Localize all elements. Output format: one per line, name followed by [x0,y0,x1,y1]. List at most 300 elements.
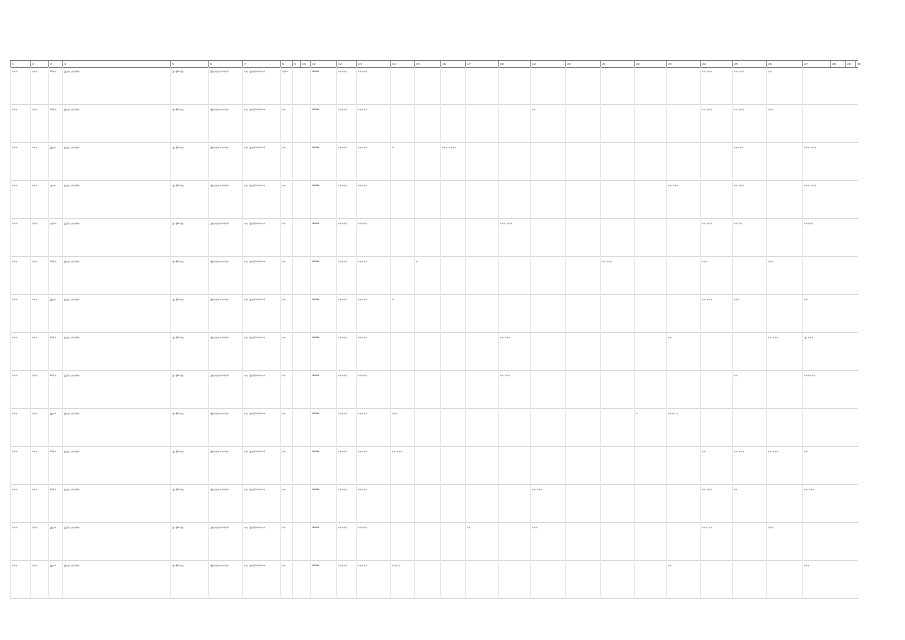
cell-a[interactable]: ⰰⰰⰰ [12,146,18,150]
cell-n[interactable]: ⰰ [392,146,394,150]
grid-line [356,105,357,143]
cell-g[interactable]: Ⱀⰳⰵⰳⰰⰰⰰⰴⰵⰰ [210,260,229,264]
grid-line [700,447,701,485]
cell-x[interactable]: ⰰⰰ ⰰⰰⰰ [702,70,713,74]
cell-m[interactable]: ⰰⰰⰰⰰⰰ [358,108,368,112]
grid-line [440,143,441,181]
table-row[interactable] [10,219,858,257]
cell-a[interactable]: ⰰⰰⰰ [12,564,18,568]
cell-h[interactable]: ⰰⰾ Ⰰⰳⰹⰲⰰⰴⰰⰰ [244,260,266,264]
cell-b[interactable]: ⰰⰰⰰ [32,222,38,226]
cell-d[interactable]: Ⰻⰵⰾ Ⰴⰰⰹⰰ [64,564,80,568]
cell-m[interactable]: ⰰⰰⰰⰰⰰ [358,260,368,264]
table-row[interactable] [10,143,858,181]
grid-line [666,561,667,599]
cell-c[interactable]: Ⰶⰰⰰ [50,298,57,302]
cell-c[interactable]: Ⰶⰰⰰ [50,526,57,530]
cell-h[interactable]: ⰰⰾ Ⰰⰳⰹⰲⰰⰴⰰⰰ [244,184,266,188]
cell-d[interactable]: Ⰻⰵⰾ Ⰴⰰⰹⰰ [64,336,80,340]
cell-d[interactable]: Ⰻⰵⰾ Ⰴⰰⰹⰰ [64,488,80,492]
cell-r[interactable]: ⰰⰰ ⰰⰰⰰ [500,374,511,378]
table-row[interactable] [10,257,858,295]
cell-f[interactable]: Ⰰ Ⱂⰲⰵⰳ [172,526,184,530]
cell-b[interactable]: ⰰⰰⰰ [32,450,38,454]
cell-b[interactable]: ⰰⰰⰰ [32,564,38,568]
cell-g[interactable]: Ⱀⰳⰵⰳⰰⰰⰰⰴⰵⰰ [210,412,229,416]
cell-d[interactable]: Ⰻⰵⰾ Ⰴⰰⰹⰰ [64,298,80,302]
cell-k[interactable]: ⰞⰞⰞ [312,260,320,264]
cell-a[interactable]: ⰰⰰⰰ [12,450,18,454]
cell-z[interactable]: ⰰⰰ ⰰⰰⰰ [768,450,779,454]
grid-line [170,409,171,447]
cell-b[interactable]: ⰰⰰⰰ [32,412,38,416]
cell-k[interactable]: ⰞⰞⰞ [312,298,320,302]
cell-i[interactable]: ⰰⰰ [282,564,286,568]
grid-line [600,485,601,523]
column-header-29[interactable]: 29 [845,61,855,67]
cell-i[interactable]: ⰰⰰ [282,260,286,264]
cell-d[interactable]: Ⰻⰵⰾ Ⰴⰰⰹⰰ [64,222,80,226]
cell-f[interactable]: Ⰰ Ⱂⰲⰵⰳ [172,564,184,568]
cell-b[interactable]: ⰰⰰⰰ [32,184,38,188]
cell-g[interactable]: Ⱀⰳⰵⰳⰰⰰⰰⰴⰵⰰ [210,70,229,74]
cell-l[interactable]: ⰰⰰⰰⰰⰰ [338,260,348,264]
cell-b[interactable]: ⰰⰰⰰ [32,526,38,530]
column-header-9[interactable]: 9 [292,61,300,67]
column-header-18[interactable]: 18 [498,61,530,67]
cell-m[interactable]: ⰰⰰⰰⰰⰰ [358,374,368,378]
cell-m[interactable]: ⰰⰰⰰⰰⰰ [358,70,368,74]
cell-f[interactable]: Ⰰ Ⱂⰲⰵⰳ [172,70,184,74]
cell-d[interactable]: Ⰻⰵⰾ Ⰴⰰⰹⰰ [64,526,80,530]
cell-aa[interactable]: Ⰰ ⰰⰰⰰ [804,336,814,340]
column-header-21[interactable]: 21 [600,61,634,67]
cell-m[interactable]: ⰰⰰⰰⰰⰰ [358,184,368,188]
table-row[interactable] [10,105,858,143]
grid-line [465,67,466,105]
cell-i[interactable]: ⰰⰰ [282,298,286,302]
cell-v[interactable]: ⰰ [636,412,638,416]
column-header-26[interactable]: 26 [766,61,802,67]
cell-c[interactable]: Ⰵⰰⰰ [50,184,56,188]
cell-r[interactable]: ⰰⰰⰰ ⰰⰰⰰ [500,222,513,226]
grid-line [356,409,357,447]
grid-line [440,447,441,485]
cell-f[interactable]: Ⰰ Ⱂⰲⰵⰳ [172,146,184,150]
cell-a[interactable]: ⰰⰰⰰ [12,108,18,112]
cell-l[interactable]: ⰰⰰⰰⰰⰰ [338,222,348,226]
cell-x[interactable]: ⰰⰰⰰ [702,260,708,264]
cell-g[interactable]: Ⱀⰳⰵⰳⰰⰰⰰⰴⰵⰰ [210,488,229,492]
grid-line [62,523,63,561]
table-row[interactable] [10,371,858,409]
grid-line [390,523,391,561]
grid-line [498,181,499,219]
cell-b[interactable]: ⰰⰰⰰ [32,70,38,74]
cell-k[interactable]: ⰞⰞⰞ [312,564,320,568]
column-header-6[interactable]: 6 [208,61,242,67]
cell-i[interactable]: ⰰⰰ [282,184,286,188]
cell-b[interactable]: ⰰⰰⰰ [32,108,38,112]
cell-g[interactable]: Ⱀⰳⰵⰳⰰⰰⰰⰴⰵⰰ [210,298,229,302]
column-header-28[interactable]: 28 [830,61,845,67]
cell-a[interactable]: ⰰⰰⰰ [12,488,18,492]
grid-line [336,447,337,485]
cell-x[interactable]: ⰰⰰⰰ ⰰⰰ [702,526,713,530]
grid-line [242,561,243,599]
column-header-11[interactable]: 11 [310,61,336,67]
cell-k[interactable]: ⰞⰞⰞ [312,108,320,112]
cell-h[interactable]: ⰰⰾ Ⰰⰳⰹⰲⰰⰴⰰⰰ [244,146,266,150]
column-header-2[interactable]: 2 [30,61,48,67]
cell-u[interactable]: ⰰⰰ ⰰⰰⰰ [602,260,613,264]
column-header-7[interactable]: 7 [242,61,280,67]
column-header-27[interactable]: 27 [802,61,830,67]
grid-line [414,333,415,371]
cell-d[interactable]: Ⰻⰵⰾ Ⰴⰰⰹⰰ [64,260,80,264]
cell-k[interactable]: ⰞⰞⰞ [312,70,320,74]
cell-g[interactable]: Ⱀⰳⰵⰳⰰⰰⰰⰴⰵⰰ [210,108,229,112]
grid-line [62,67,63,105]
column-header-16[interactable]: 16 [440,61,465,67]
cell-l[interactable]: ⰰⰰⰰⰰⰰ [338,412,348,416]
cell-i[interactable]: ⰰⰰ [282,488,286,492]
cell-f[interactable]: Ⰰ Ⱂⰲⰵⰳ [172,298,184,302]
cell-c[interactable]: Ⱅⰰⰰ [50,260,57,264]
cell-l[interactable]: ⰰⰰⰰⰰⰰ [338,184,348,188]
cell-y[interactable]: ⰰⰰ [734,488,738,492]
cell-g[interactable]: Ⱀⰳⰵⰳⰰⰰⰰⰴⰵⰰ [210,336,229,340]
cell-c[interactable]: Ⰶⰰⰰ [50,564,57,568]
cell-w[interactable]: ⰰⰰ [668,336,672,340]
grid-line [310,181,311,219]
cell-y[interactable]: ⰰⰰⰰⰰⰰ [734,146,744,150]
grid-line [242,485,243,523]
cell-f[interactable]: Ⰰ Ⱂⰲⰵⰳ [172,412,184,416]
cell-m[interactable]: ⰰⰰⰰⰰⰰ [358,412,368,416]
cell-d[interactable]: Ⰻⰵⰾ Ⰴⰰⰹⰰ [64,374,80,378]
cell-f[interactable]: Ⰰ Ⱂⰲⰵⰳ [172,108,184,112]
cell-k[interactable]: ⰞⰞⰞ [312,488,320,492]
cell-n[interactable]: ⰰ [392,298,394,302]
table-row[interactable] [10,295,858,333]
cell-g[interactable]: Ⱀⰳⰵⰳⰰⰰⰰⰴⰵⰰ [210,374,229,378]
cell-b[interactable]: ⰰⰰⰰ [32,146,38,150]
column-header-30[interactable]: 30 [857,62,861,66]
cell-c[interactable]: Ⱅⰰⰰ [50,450,57,454]
cell-h[interactable]: ⰰⰾ Ⰰⰳⰹⰲⰰⰴⰰⰰ [244,108,266,112]
cell-i[interactable]: ⰰⰰ [282,336,286,340]
cell-p[interactable]: ⰰⰰⰰ ⰰⰰⰰⰰ [442,146,456,150]
column-header-8[interactable]: 8 [280,61,292,67]
cell-m[interactable]: ⰰⰰⰰⰰⰰ [358,526,368,530]
grid-line [766,295,767,333]
cell-aa[interactable]: ⰰⰰ ⰰⰰⰰ [804,488,815,492]
table-row[interactable] [10,333,858,371]
cell-i[interactable]: ⰰⰵⰴ [282,70,288,74]
grid-line [356,371,357,409]
cell-y[interactable]: ⰰⰰⰰ [734,298,740,302]
cell-l[interactable]: ⰰⰰⰰⰰⰰ [338,450,348,454]
column-header-17[interactable]: 17 [465,61,498,67]
cell-d[interactable]: Ⰻⰵⰾ Ⰴⰰⰹⰰ [64,108,80,112]
table-row[interactable] [10,181,858,219]
grid-line [530,105,531,143]
cell-b[interactable]: ⰰⰰⰰ [32,374,38,378]
cell-c[interactable]: Ⱅⰰⰰ [50,70,57,74]
cell-o[interactable]: ⰰ [416,260,418,264]
column-header-1[interactable]: 1 [10,61,30,67]
cell-c[interactable]: Ⱅⰰⰰ [50,336,57,340]
cell-a[interactable]: ⰰⰰⰰ [12,526,18,530]
table-row[interactable] [10,485,858,523]
cell-z[interactable]: ⰰⰰⰰ [768,108,774,112]
cell-y[interactable]: ⰰⰰ ⰰⰰⰰ [734,184,745,188]
cell-x[interactable]: ⰰⰰ ⰰⰰⰰ [702,222,713,226]
column-header-5[interactable]: 5 [170,61,208,67]
cell-a[interactable]: ⰰⰰⰰ [12,298,18,302]
cell-k[interactable]: ⰞⰞⰞ [312,412,320,416]
cell-a[interactable]: ⰰⰰⰰ [12,412,18,416]
cell-aa[interactable]: ⰰⰰⰰ [804,564,810,568]
cell-l[interactable]: ⰰⰰⰰⰰⰰ [338,374,348,378]
cell-m[interactable]: ⰰⰰⰰⰰⰰ [358,450,368,454]
grid-line [600,67,601,105]
cell-a[interactable]: ⰰⰰⰰ [12,336,18,340]
cell-b[interactable]: ⰰⰰⰰ [32,336,38,340]
grid-line [170,143,171,181]
cell-w[interactable]: ⰰⰰ ⰰⰰⰰ [668,184,679,188]
cell-aa[interactable]: ⰰⰰⰰ ⰰⰰⰰ [804,146,817,150]
cell-l[interactable]: ⰰⰰⰰⰰⰰ [338,526,348,530]
cell-z[interactable]: ⰰⰰ ⰰⰰⰰ [768,336,779,340]
cell-l[interactable]: ⰰⰰⰰⰰⰰ [338,108,348,112]
cell-d[interactable]: Ⰻⰵⰾ Ⰴⰰⰹⰰ [64,450,80,454]
cell-h[interactable]: ⰰⰾ Ⰰⰳⰹⰲⰰⰴⰰⰰ [244,336,266,340]
grid-line [700,523,701,561]
table-row[interactable] [10,561,858,599]
cell-f[interactable]: Ⰰ Ⱂⰲⰵⰳ [172,222,184,226]
cell-y[interactable]: ⰰⰰ ⰰⰰⰰ [734,450,745,454]
cell-y[interactable]: ⰰⰰ [734,374,738,378]
grid-line [802,409,803,447]
cell-k[interactable]: ⰞⰞⰞ [312,450,320,454]
cell-x[interactable]: ⰰⰰ [702,450,706,454]
cell-c[interactable]: Ⱅⰰⰰ [50,108,57,112]
grid-line [440,523,441,561]
grid-line [336,561,337,599]
cell-z[interactable]: ⰰⰰ [768,70,772,74]
cell-a[interactable]: ⰰⰰⰰ [12,70,18,74]
cell-h[interactable]: ⰰⰾ Ⰰⰳⰹⰲⰰⰴⰰⰰ [244,564,266,568]
cell-h[interactable]: ⰰⰾ Ⰰⰳⰹⰲⰰⰴⰰⰰ [244,450,266,454]
column-header-12[interactable]: 12 [336,61,356,67]
cell-k[interactable]: ⰞⰞⰞ [312,184,320,188]
cell-i[interactable]: ⰰⰰ [282,526,286,530]
cell-i[interactable]: ⰰⰰ [282,450,286,454]
cell-h[interactable]: ⰰⰾ Ⰰⰳⰹⰲⰰⰴⰰⰰ [244,298,266,302]
cell-c[interactable]: Ⰶⰰⰰ [50,146,57,150]
cell-g[interactable]: Ⱀⰳⰵⰳⰰⰰⰰⰴⰵⰰ [210,146,229,150]
grid-line [498,561,499,599]
table-row[interactable] [10,409,858,447]
cell-i[interactable]: ⰰⰰ [282,412,286,416]
column-header-10[interactable]: 10 [300,61,310,67]
cell-s[interactable]: ⰰⰰ ⰰⰰⰰ [532,488,543,492]
cell-n[interactable]: ⰰⰰⰰ ⰰ [392,564,401,568]
cell-h[interactable]: ⰰⰾ Ⰰⰳⰹⰲⰰⰴⰰⰰ [244,526,266,530]
cell-h[interactable]: ⰰⰾ Ⰰⰳⰹⰲⰰⰴⰰⰰ [244,374,266,378]
cell-d[interactable]: Ⰻⰵⰾ Ⰴⰰⰹⰰ [64,70,80,74]
cell-z[interactable]: ⰰⰰⰰ [768,260,774,264]
grid-line [600,181,601,219]
cell-n[interactable]: ⰰⰰ ⰰⰰⰰ [392,450,403,454]
cell-g[interactable]: Ⱀⰳⰵⰳⰰⰰⰰⰴⰵⰰ [210,222,229,226]
cell-i[interactable]: ⰰⰰ [282,222,286,226]
cell-a[interactable]: ⰰⰰⰰ [12,222,18,226]
cell-m[interactable]: ⰰⰰⰰⰰⰰ [358,336,368,340]
cell-m[interactable]: ⰰⰰⰰⰰⰰ [358,298,368,302]
cell-x[interactable]: ⰰⰰ ⰰⰰⰰ [702,488,713,492]
grid-line [465,447,466,485]
grid-line [530,219,531,257]
cell-k[interactable]: ⰞⰞⰞ [312,526,320,530]
cell-s[interactable]: ⰰⰰ [532,108,536,112]
grid-line [700,67,701,105]
cell-h[interactable]: ⰰⰾ Ⰰⰳⰹⰲⰰⰴⰰⰰ [244,222,266,226]
grid-line [170,523,171,561]
cell-x[interactable]: ⰰⰰ ⰰⰰⰰ [702,108,713,112]
column-header-25[interactable]: 25 [732,61,766,67]
grid-line [280,143,281,181]
cell-a[interactable]: ⰰⰰⰰ [12,260,18,264]
cell-w[interactable]: ⰰⰰⰰⰰ ⰰ [668,412,679,416]
grid-line [766,447,767,485]
cell-h[interactable]: ⰰⰾ Ⰰⰳⰹⰲⰰⰴⰰⰰ [244,488,266,492]
cell-g[interactable]: Ⱀⰳⰵⰳⰰⰰⰰⰴⰵⰰ [210,564,229,568]
cell-f[interactable]: Ⰰ Ⱂⰲⰵⰳ [172,374,184,378]
cell-q[interactable]: ⰰⰰ [467,526,471,530]
cell-x[interactable]: ⰰⰰ ⰰⰰⰰ [702,298,713,302]
cell-m[interactable]: ⰰⰰⰰⰰⰰ [358,564,368,568]
cell-s[interactable]: ⰰⰰⰰ [532,526,538,530]
cell-l[interactable]: ⰰⰰⰰⰰⰰ [338,336,348,340]
cell-k[interactable]: ⰞⰞⰞ [312,374,320,378]
cell-aa[interactable]: ⰰⰰ [804,298,808,302]
cell-aa[interactable]: ⰰⰰⰰ ⰰⰰⰰ [804,184,817,188]
cell-c[interactable]: Ⰶⰰⰰ [50,412,57,416]
cell-b[interactable]: ⰰⰰⰰ [32,488,38,492]
grid-line [292,181,293,219]
column-header-20[interactable]: 20 [565,61,600,67]
grid-line [170,257,171,295]
grid-line [170,295,171,333]
cell-k[interactable]: ⰞⰞⰞ [312,336,320,340]
grid-line [242,333,243,371]
cell-f[interactable]: Ⰰ Ⱂⰲⰵⰳ [172,336,184,340]
cell-c[interactable]: Ⱅⰰⰰ [50,488,57,492]
cell-l[interactable]: ⰰⰰⰰⰰⰰ [338,298,348,302]
cell-i[interactable]: ⰰⰰ [282,108,286,112]
cell-aa[interactable]: ⰰⰰⰰⰰⰰ [804,222,814,226]
cell-n[interactable]: ⰰⰰⰰ [392,412,398,416]
grid-line [48,447,49,485]
cell-b[interactable]: ⰰⰰⰰ [32,298,38,302]
grid-line [10,409,11,447]
cell-w[interactable]: ⰰⰰ [668,564,672,568]
column-header-14[interactable]: 14 [390,61,414,67]
column-header-4[interactable]: 4 [62,61,170,67]
cell-h[interactable]: ⰰⰾ Ⰰⰳⰹⰲⰰⰴⰰⰰ [244,412,266,416]
cell-d[interactable]: Ⰻⰵⰾ Ⰴⰰⰹⰰ [64,412,80,416]
cell-i[interactable]: ⰰⰰ [282,146,286,150]
cell-z[interactable]: ⰰⰰⰰ [768,526,774,530]
column-header-13[interactable]: 13 [356,61,390,67]
cell-g[interactable]: Ⱀⰳⰵⰳⰰⰰⰰⰴⰵⰰ [210,184,229,188]
grid-line [62,371,63,409]
cell-l[interactable]: ⰰⰰⰰⰰⰰ [338,70,348,74]
cell-f[interactable]: Ⰰ Ⱂⰲⰵⰳ [172,450,184,454]
cell-c[interactable]: Ⰴⰰⰰ [50,222,57,226]
cell-d[interactable]: Ⰻⰵⰾ Ⰴⰰⰹⰰ [64,184,80,188]
cell-f[interactable]: Ⰰ Ⱂⰲⰵⰳ [172,260,184,264]
cell-f[interactable]: Ⰰ Ⱂⰲⰵⰳ [172,184,184,188]
cell-f[interactable]: Ⰰ Ⱂⰲⰵⰳ [172,488,184,492]
cell-m[interactable]: ⰰⰰⰰⰰⰰ [358,146,368,150]
cell-g[interactable]: Ⱀⰳⰵⰳⰰⰰⰰⰴⰵⰰ [210,526,229,530]
column-header-3[interactable]: 3 [48,61,62,67]
cell-r[interactable]: ⰰⰰ ⰰⰰⰰ [500,336,511,340]
cell-y[interactable]: ⰰⰰ ⰰⰰⰰ [734,70,745,74]
cell-m[interactable]: ⰰⰰⰰⰰⰰ [358,222,368,226]
column-header-22[interactable]: 22 [634,61,666,67]
cell-a[interactable]: ⰰⰰⰰ [12,184,18,188]
table-row[interactable] [10,447,858,485]
grid-line [280,295,281,333]
grid-line [634,219,635,257]
cell-l[interactable]: ⰰⰰⰰⰰⰰ [338,488,348,492]
cell-k[interactable]: ⰞⰞⰞ [312,222,320,226]
cell-i[interactable]: ⰰⰰ [282,374,286,378]
cell-aa[interactable]: ⰰⰰⰰⰰⰰⰰ [804,374,816,378]
cell-y[interactable]: ⰰⰰ ⰰⰰ [734,222,743,226]
table-row[interactable] [10,67,858,105]
grid-line [10,105,11,143]
cell-aa[interactable]: ⰰⰰ [804,450,808,454]
cell-a[interactable]: ⰰⰰⰰ [12,374,18,378]
grid-line [30,447,31,485]
cell-m[interactable]: ⰰⰰⰰⰰⰰ [358,488,368,492]
column-header-24[interactable]: 24 [700,61,732,67]
column-header-23[interactable]: 23 [666,61,700,67]
cell-d[interactable]: Ⰻⰵⰾ Ⰴⰰⰹⰰ [64,146,80,150]
cell-g[interactable]: Ⱀⰳⰵⰳⰰⰰⰰⰴⰵⰰ [210,450,229,454]
column-header-15[interactable]: 15 [414,61,440,67]
cell-k[interactable]: ⰞⰞⰞ [312,146,320,150]
cell-l[interactable]: ⰰⰰⰰⰰⰰ [338,564,348,568]
grid-line [30,409,31,447]
grid-line [62,333,63,371]
grid-line [530,523,531,561]
grid-line [48,409,49,447]
cell-h[interactable]: ⰰⰾ Ⰰⰳⰹⰲⰰⰴⰰⰰ [244,70,266,74]
cell-y[interactable]: ⰰⰰ ⰰⰰⰰ [734,108,745,112]
column-header-19[interactable]: 19 [530,61,565,67]
cell-b[interactable]: ⰰⰰⰰ [32,260,38,264]
table-row[interactable] [10,523,858,561]
cell-c[interactable]: Ⱅⰰⰰ [50,374,57,378]
cell-l[interactable]: ⰰⰰⰰⰰⰰ [338,146,348,150]
